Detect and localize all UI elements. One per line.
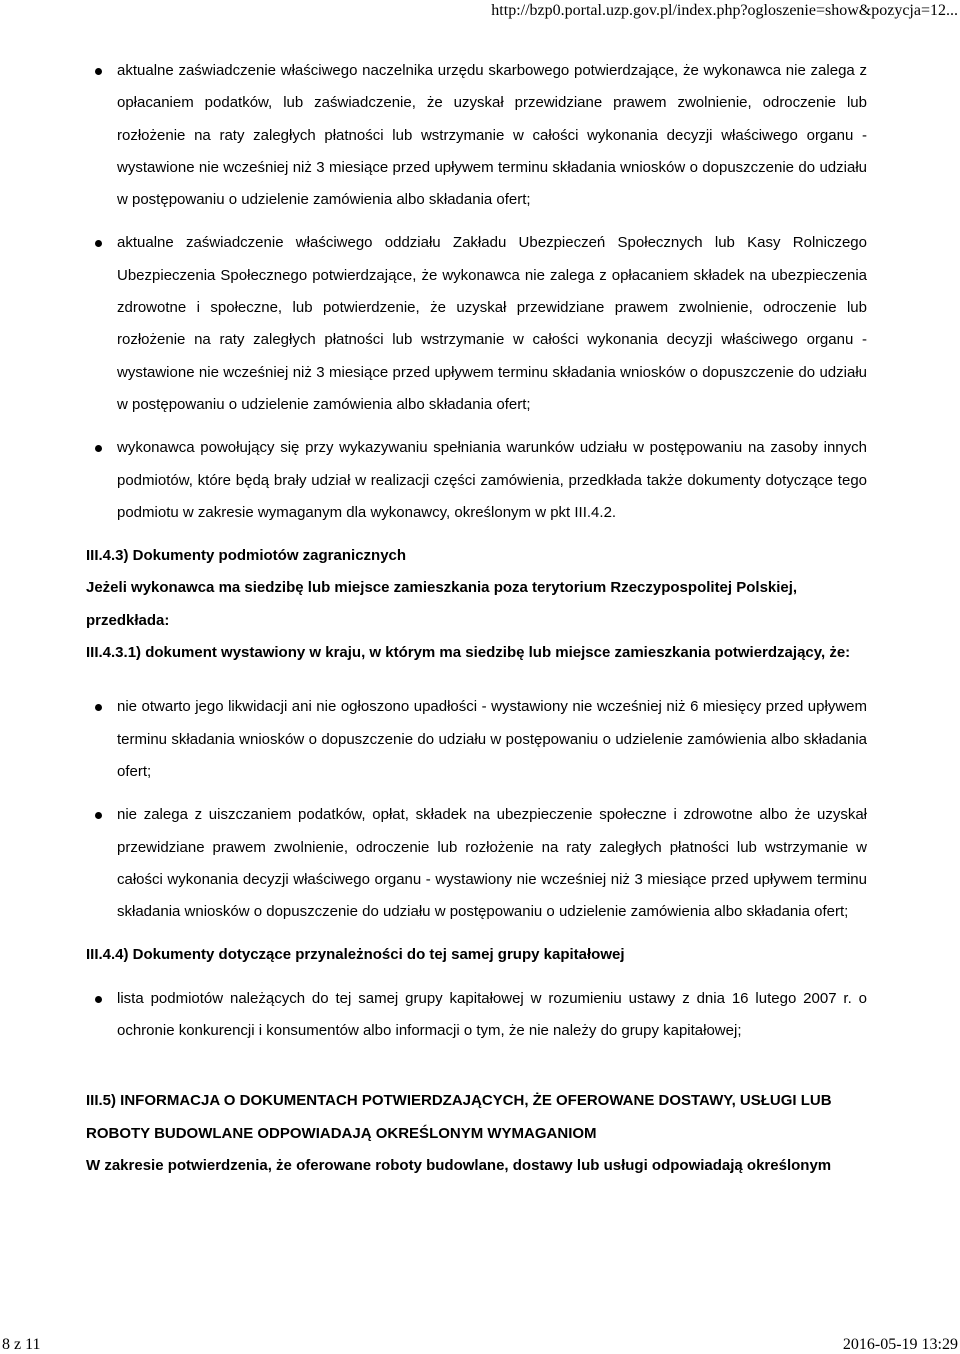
section-intro-iii-4-3: Jeżeli wykonawca ma siedzibę lub miejsce zamieszkania poza terytorium Rzeczypospolitej Polskiej, przedkłada: xyxy=(86,579,798,629)
list-item: nie zalega z uiszczaniem podatków, opłat, składek na ubezpieczenie społeczne i zdrowotne albo że uzyskał przewidziane prawem zwolnienie, odroczenie lub rozłożenie na raty zaległych płatności lub wstrzymanie w całości wykonania decyzji właściwego organu - wystawiony nie wcześniej niż 3 miesiące przed upływem terminu składania wniosków o dopuszczenie do udziału w postępowaniu o udzielenie zamówienia albo składania ofert; xyxy=(86,799,867,928)
print-datetime: 2016-05-19 13:29 xyxy=(842,1336,958,1353)
section-b-bullet-list xyxy=(86,691,867,928)
section-a-bullet-list xyxy=(86,55,867,529)
sub-heading-iii-4-3-1: III.4.3.1) dokument wystawiony w kraju, w którym ma siedzibę lub miejsce zamieszkania potwierdzający, że: xyxy=(86,644,851,662)
section-heading-iii-4-4: III.4.4) Dokumenty dotyczące przynależności do tej samej grupy kapitałowej xyxy=(86,946,625,964)
document-content xyxy=(86,55,867,1182)
section-c-bullet-list xyxy=(86,983,867,1048)
section-heading-iii-5: III.5) INFORMACJA O DOKUMENTACH POTWIERDZAJĄCYCH, ŻE OFEROWANE DOSTAWY, USŁUGI LUB ROBOTY BUDOWLANE ODPOWIADAJĄ OKREŚLONYM WYMAGANIOM xyxy=(86,1092,832,1142)
section-heading-iii-4-3: III.4.3) Dokumenty podmiotów zagranicznych xyxy=(86,547,407,565)
list-item: nie otwarto jego likwidacji ani nie ogłoszono upadłości - wystawiony nie wcześniej niż 6 miesięcy przed upływem terminu składania wniosków o dopuszczenie do udziału w postępowaniu o udzielenie zamówienia albo składania ofert; xyxy=(86,691,867,788)
list-item: aktualne zaświadczenie właściwego naczelnika urzędu skarbowego potwierdzające, że wykonawca nie zalega z opłacaniem podatków, lub zaświadczenie, że uzyskał przewidziane prawem zwolnienie, odroczenie lub rozłożenie na raty zaległych płatności lub wstrzymanie w całości wykonania decyzji właściwego organu - wystawione nie wcześniej niż 3 miesiące przed upływem terminu składania wniosków o dopuszczenie do udziału w postępowaniu o udzielenie zamówienia albo składania ofert; xyxy=(86,55,867,216)
list-item: wykonawca powołujący się przy wykazywaniu spełniania warunków udziału w postępowaniu na zasoby innych podmiotów, które będą brały udział w realizacji części zamówienia, przedkłada także dokumenty dotyczące tego podmiotu w zakresie wymaganym dla wykonawcy, określonym w pkt III.4.2. xyxy=(86,432,867,529)
page-number: 8 z 11 xyxy=(2,1336,41,1353)
list-item: aktualne zaświadczenie właściwego oddziału Zakładu Ubezpieczeń Społecznych lub Kasy Rolniczego Ubezpieczenia Społecznego potwierdzające, że wykonawca nie zalega z opłacaniem składek na ubezpieczenia zdrowotne i społeczne, lub potwierdzenie, że uzyskał przewidziane prawem zwolnienie, odroczenie lub rozłożenie na raty zaległych płatności lub wstrzymanie w całości wykonania decyzji właściwego organu - wystawione nie wcześniej niż 3 miesiące przed upływem terminu składania wniosków o dopuszczenie do udziału w postępowaniu o udzielenie zamówienia albo składania ofert; xyxy=(86,227,867,421)
list-item: lista podmiotów należących do tej samej grupy kapitałowej w rozumieniu ustawy z dnia 16 lutego 2007 r. o ochronie konkurencji i konsumentów albo informacji o tym, że nie należy do grupy kapitałowej; xyxy=(86,983,867,1048)
page-url-header: http://bzp0.portal.uzp.gov.pl/index.php?ogloszenie=show&pozycja=12... xyxy=(491,2,958,19)
section-intro-iii-5: W zakresie potwierdzenia, że oferowane roboty budowlane, dostawy lub usługi odpowiadają określonym xyxy=(86,1156,832,1174)
